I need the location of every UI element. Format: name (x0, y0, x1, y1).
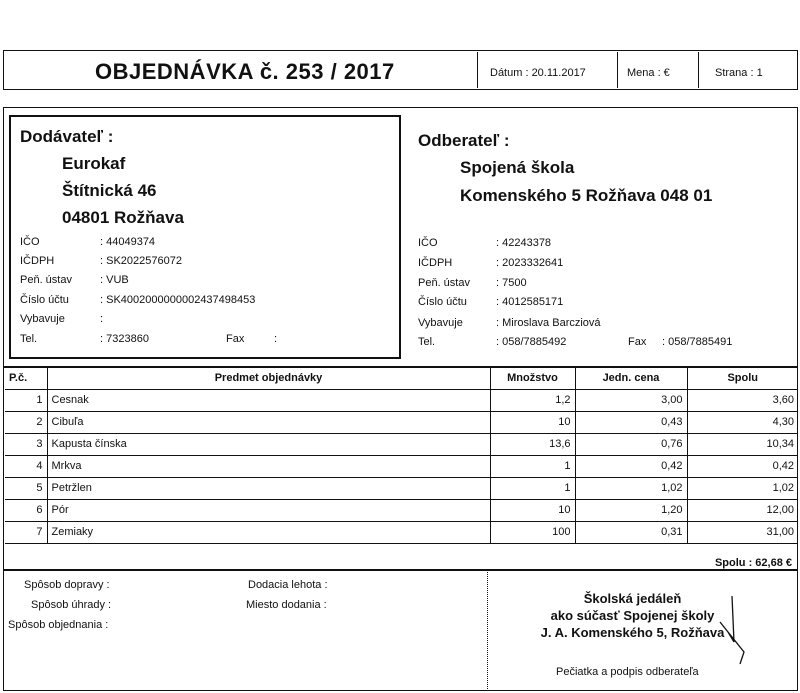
transport-label: Spôsob dopravy : (24, 579, 110, 591)
supplier-ico-label: IČO (20, 236, 40, 248)
customer-account-label: Číslo účtu (418, 296, 467, 308)
row-quantity: 13,6 (490, 433, 575, 455)
customer-fax-value: : 058/7885491 (662, 336, 733, 348)
header-divider (698, 52, 699, 88)
table-row (5, 433, 798, 455)
table-row (5, 477, 798, 499)
row-number: 2 (5, 411, 47, 433)
footer-divider (487, 570, 488, 691)
row-total: 10,34 (687, 433, 798, 455)
supplier-heading: Dodávateľ : (20, 127, 114, 146)
row-quantity: 1,2 (490, 389, 575, 411)
stamp-line: Školská jedáleň (583, 591, 682, 606)
supplier-fax-value: : (274, 333, 278, 345)
row-total: 3,60 (687, 389, 798, 411)
row-number: 6 (5, 499, 47, 521)
table-header-row (5, 367, 798, 389)
table-row (5, 411, 798, 433)
order-title: OBJEDNÁVKA č. 253 / 2017 (95, 59, 395, 84)
supplier-bank-label: Peň. ústav (20, 274, 72, 286)
supplier-handler-value: : (100, 313, 104, 325)
table-row (5, 499, 798, 521)
order-method-label: Spôsob objednania : (8, 619, 109, 631)
items-table (5, 367, 798, 544)
customer-ico-label: IČO (418, 237, 438, 249)
col-header-quantity: Množstvo (490, 367, 575, 389)
col-header-number: P.č. (5, 367, 47, 389)
customer-ico-value: : 42243378 (496, 237, 552, 249)
supplier-ico-value: : 44049374 (100, 236, 156, 248)
customer-address: Komenského 5 Rožňava 048 01 (460, 186, 713, 205)
row-quantity: 100 (490, 521, 575, 543)
stamp-line: ako súčasť Spojenej školy (550, 608, 715, 623)
row-quantity: 1 (490, 477, 575, 499)
supplier-street: Štítnická 46 (62, 181, 157, 200)
row-item: Pór (47, 499, 490, 521)
row-quantity: 10 (490, 411, 575, 433)
row-item: Petržlen (47, 477, 490, 499)
delivery-place-label: Miesto dodania : (246, 599, 327, 611)
row-unit-price: 1,02 (575, 477, 687, 499)
order-date: Dátum : 20.11.2017 (490, 67, 586, 79)
row-unit-price: 3,00 (575, 389, 687, 411)
customer-bank-value: : 7500 (496, 277, 527, 289)
header-divider (617, 52, 618, 88)
col-header-item: Predmet objednávky (47, 367, 490, 389)
supplier-name: Eurokaf (62, 154, 126, 173)
row-item: Kapusta čínska (47, 433, 490, 455)
row-unit-price: 0,31 (575, 521, 687, 543)
row-unit-price: 0,42 (575, 455, 687, 477)
supplier-city: 04801 Rožňava (62, 208, 184, 227)
row-quantity: 1 (490, 455, 575, 477)
customer-name: Spojená škola (460, 158, 575, 177)
row-number: 7 (5, 521, 47, 543)
table-row (5, 521, 798, 543)
supplier-fax-label: Fax (226, 333, 245, 345)
row-item: Mrkva (47, 455, 490, 477)
signature-mark (700, 592, 760, 672)
order-page: Strana : 1 (715, 67, 763, 79)
customer-tel-label: Tel. (418, 336, 436, 348)
supplier-box (9, 115, 401, 359)
supplier-icdph-value: : SK2022576072 (100, 255, 182, 267)
customer-account-value: : 4012585171 (496, 296, 564, 308)
customer-handler-value: : Miroslava Barcziová (496, 317, 601, 329)
header-divider (477, 52, 478, 88)
row-total: 12,00 (687, 499, 798, 521)
row-number: 3 (5, 433, 47, 455)
row-total: 4,30 (687, 411, 798, 433)
row-unit-price: 1,20 (575, 499, 687, 521)
row-number: 4 (5, 455, 47, 477)
col-header-total: Spolu (687, 367, 798, 389)
row-number: 1 (5, 389, 47, 411)
col-header-unit-price: Jedn. cena (575, 367, 687, 389)
row-total: 1,02 (687, 477, 798, 499)
customer-heading: Odberateľ : (418, 131, 510, 150)
payment-label: Spôsob úhrady : (31, 599, 112, 611)
table-row (5, 455, 798, 477)
signature-label: Pečiatka a podpis odberateľa (556, 666, 699, 678)
stamp-line: J. A. Komenského 5, Rožňava (540, 625, 725, 640)
customer-handler-label: Vybavuje (418, 317, 463, 329)
row-item: Zemiaky (47, 521, 490, 543)
supplier-bank-value: : VUB (100, 274, 129, 286)
row-total: 31,00 (687, 521, 798, 543)
customer-icdph-label: IČDPH (418, 257, 453, 269)
row-number: 5 (5, 477, 47, 499)
table-row (5, 389, 798, 411)
row-unit-price: 0,76 (575, 433, 687, 455)
customer-bank-label: Peň. ústav (418, 277, 470, 289)
customer-tel-value: : 058/7885492 (496, 336, 567, 348)
supplier-account-value: : SK4002000000002437498453 (100, 294, 256, 306)
supplier-handler-label: Vybavuje (20, 313, 65, 325)
supplier-tel-value: : 7323860 (100, 333, 149, 345)
supplier-icdph-label: IČDPH (20, 255, 55, 267)
row-item: Cibuľa (47, 411, 490, 433)
grand-total: Spolu : 62,68 € (714, 557, 792, 569)
order-currency: Mena : € (627, 67, 670, 79)
row-quantity: 10 (490, 499, 575, 521)
customer-fax-label: Fax (628, 336, 647, 348)
delivery-time-label: Dodacia lehota : (248, 579, 328, 591)
row-item: Cesnak (47, 389, 490, 411)
row-total: 0,42 (687, 455, 798, 477)
supplier-tel-label: Tel. (20, 333, 38, 345)
customer-icdph-value: : 2023332641 (496, 257, 564, 269)
row-unit-price: 0,43 (575, 411, 687, 433)
supplier-account-label: Číslo účtu (20, 294, 69, 306)
